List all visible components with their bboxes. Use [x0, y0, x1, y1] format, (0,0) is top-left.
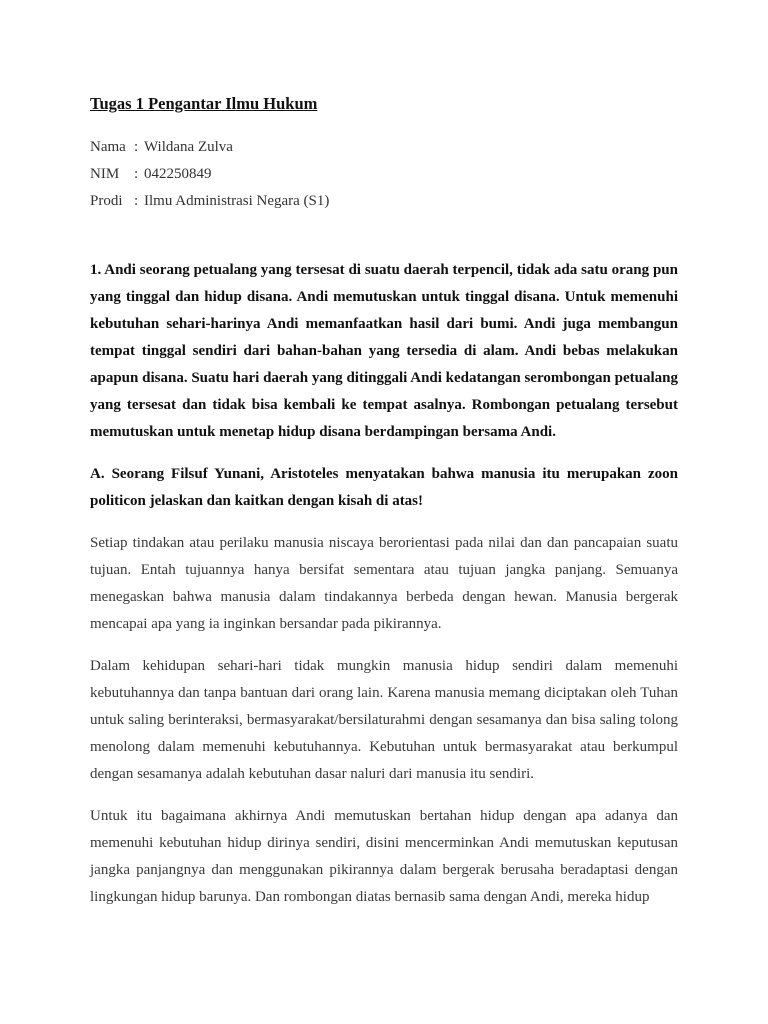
answer-paragraph-2: Dalam kehidupan sehari-hari tidak mungkin manusia hidup sendiri dalam memenuhi kebutuhannya dan tanpa bantuan dari orang lain. Karena manusia memang diciptakan oleh Tuhan untuk saling berinteraksi, bermasyarakat/bersilaturahmi dengan sesamanya dan bisa saling tolong menolong dalam memenuhi kebutuhannya. Kebutuhan untuk bermasyarakat atau berkumpul dengan sesamanya adalah kebutuhan dasar naluri dari manusia itu sendiri.: [90, 658, 678, 782]
answer-paragraph-1: Setiap tindakan atau perilaku manusia niscaya berorientasi pada nilai dan dan pancapaian suatu tujuan. Entah tujuannya hanya bersifat sementara atau tujuan jangka panjang. Semuanya menegaskan bahwa manusia dalam tindakannya berbeda dengan hewan. Manusia bergerak mencapai apa yang ia inginkan bersandar pada pikirannya.: [90, 535, 678, 632]
info-row-prodi: [90, 188, 678, 215]
info-separator: :: [134, 193, 139, 209]
info-label: Nama: [90, 139, 126, 155]
sub-question-paragraph: A. Seorang Filsuf Yunani, Aristoteles menyatakan bahwa manusia itu merupakan zoon politicon jelaskan dan kaitkan dengan kisah di atas!: [90, 466, 678, 509]
info-value: Wildana Zulva: [144, 139, 233, 155]
info-separator: :: [134, 139, 139, 155]
info-value: Ilmu Administrasi Negara (S1): [144, 193, 330, 209]
question-paragraph: 1. Andi seorang petualang yang tersesat di suatu daerah terpencil, tidak ada satu orang pun yang tinggal dan hidup disana. Andi memutuskan untuk tinggal disana. Untuk memenuhi kebutuhan sehari-harinya Andi memanfaatkan hasil dari bumi. Andi juga membangun tempat tinggal sendiri dari bahan-bahan yang tersedia di alam. Andi bebas melakukan apapun disana. Suatu hari daerah yang ditinggali Andi kedatangan serombongan petualang yang tersesat dan tidak bisa kembali ke tempat asalnya. Rombongan petualang tersebut memutuskan untuk menetap hidup disana berdampingan bersama Andi.: [90, 262, 678, 440]
document-title: Tugas 1 Pengantar Ilmu Hukum: [90, 94, 318, 113]
student-info: [90, 134, 678, 215]
info-label: Prodi: [90, 193, 123, 209]
info-value: 042250849: [144, 166, 212, 182]
info-row-nim: [90, 161, 678, 188]
info-label: NIM: [90, 166, 120, 182]
info-separator: :: [134, 166, 139, 182]
answer-paragraph-3: Untuk itu bagaimana akhirnya Andi memutuskan bertahan hidup dengan apa adanya dan memenuhi kebutuhan hidup dirinya sendiri, disini mencerminkan Andi memutuskan keputusan jangka panjangnya dan menggunakan pikirannya dalam bergerak berusaha beradaptasi dengan lingkungan hidup barunya. Dan rombongan diatas bernasib sama dengan Andi, mereka hidup: [90, 808, 678, 905]
info-row-nama: [90, 134, 678, 161]
document-page: [90, 92, 678, 926]
